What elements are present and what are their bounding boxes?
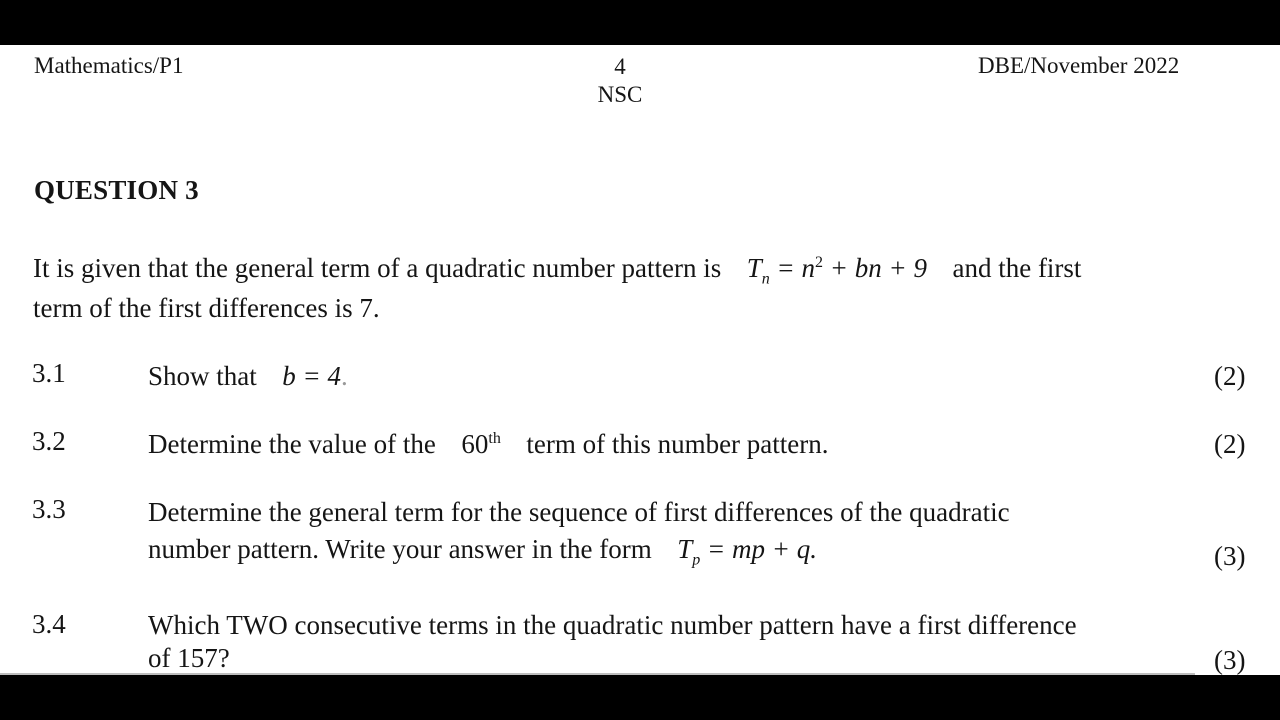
item-marks: (2) xyxy=(1214,429,1246,459)
item-number: 3.1 xyxy=(32,358,66,388)
item-text: Determine the value of the 60th term of this number pattern. xyxy=(148,429,829,459)
item-marks: (2) xyxy=(1214,361,1246,391)
item-text: Which TWO consecutive terms in the quadratic number pattern have a first difference of 157? xyxy=(148,610,1077,673)
item-math: 60th xyxy=(461,429,501,459)
header-center xyxy=(560,53,680,109)
item-marks: (3) xyxy=(1214,645,1246,675)
page-bottom-rule xyxy=(0,673,1195,675)
item-number: 3.3 xyxy=(32,494,66,524)
intro-text-after: and the first xyxy=(952,253,1082,283)
exam-page xyxy=(0,45,1280,675)
intro-line-2: term of the first differences is 7. xyxy=(33,293,380,323)
item-math: $T_p$ = mp + q. xyxy=(677,534,817,569)
question-title: QUESTION 3 xyxy=(34,175,199,205)
intro-text: It is given that the general term of a quadratic number pattern is xyxy=(33,253,722,283)
header-exam: DBE/November 2022 xyxy=(978,53,1180,78)
item-marks: (3) xyxy=(1214,541,1246,571)
item-math: b = 4 xyxy=(282,361,341,391)
page-number: 4 xyxy=(614,54,626,79)
question-intro xyxy=(33,248,1163,328)
header-subject: Mathematics/P1 xyxy=(34,53,184,78)
item-number: 3.2 xyxy=(32,426,66,456)
item-number: 3.4 xyxy=(32,609,66,639)
item-text: Determine the general term for the sequence of first differences of the quadratic number pattern. Write your answer in the form $T_p$ = mp + q. xyxy=(148,497,1010,569)
item-text: Show that b = 4. xyxy=(148,361,348,391)
header-level: NSC xyxy=(597,82,643,107)
intro-formula: $T_n = n^2$ + bn + 9 xyxy=(746,253,927,288)
